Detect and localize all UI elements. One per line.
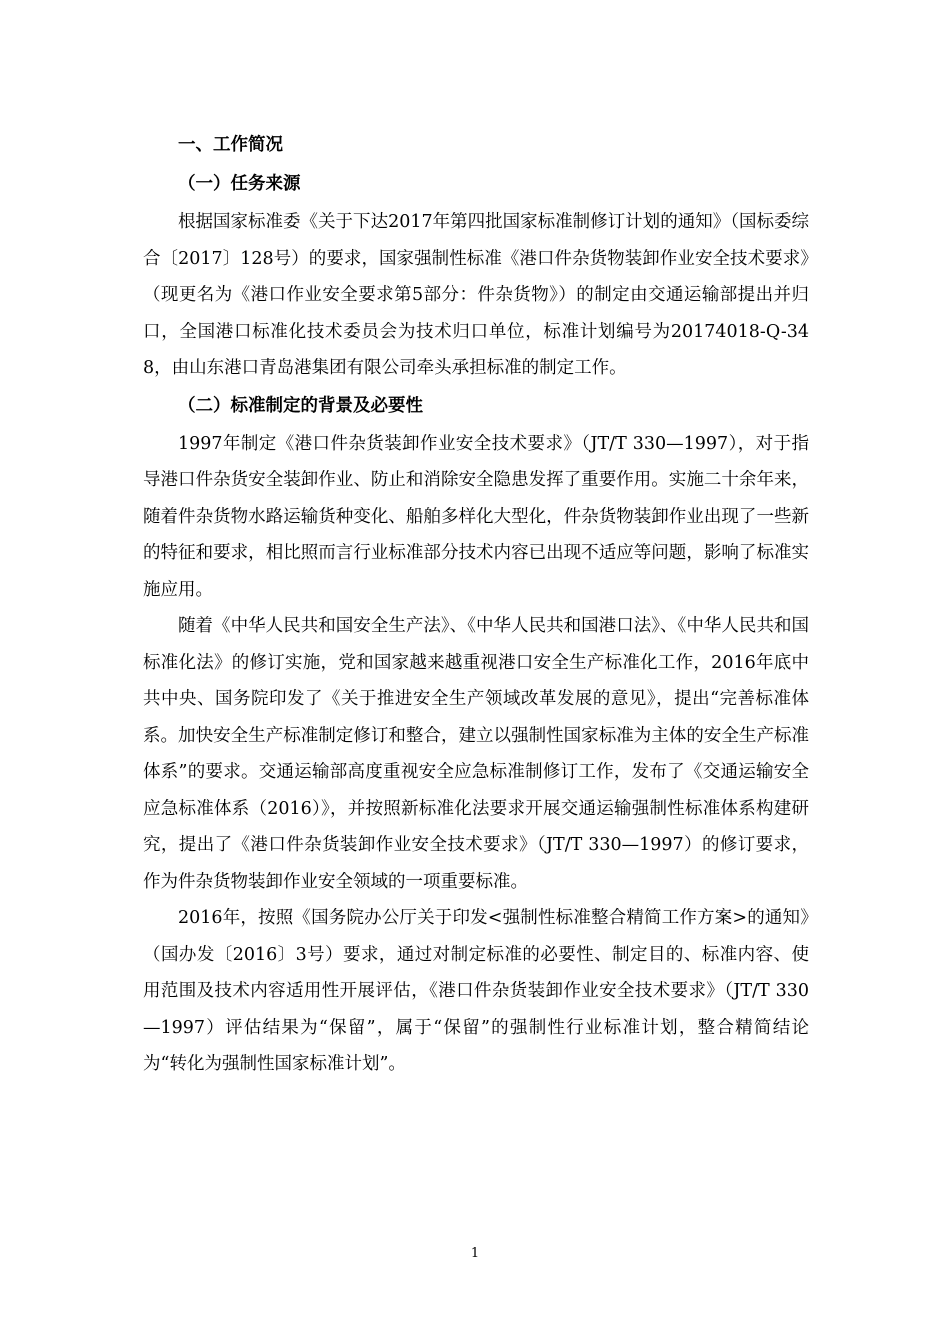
subsection-heading-background: （二）标准制定的背景及必要性: [178, 395, 423, 416]
paragraph-background-2: 随着《中华人民共和国安全生产法》、《中华人民共和国港口法》、《中华人民共和国标准化法》的修订实施，党和国家越来越重视港口安全生产标准化工作，2016年底中共中央、国务院印发了《关于推进安全生产领域改革发展的意见》，提出“完善标准体系。加快安全生产标准制定修订和整合，建立以强制性国家标准为主体的安全生产标准体系”的要求。交通运输部高度重视安全应急标准制修订工作，发布了《交通运输安全应急标准体系（2016）》，并按照新标准化法要求开展交通运输强制性标准体系构建研究，提出了《港口件杂货装卸作业安全技术要求》（JT/T 330—1997）的修订要求，作为件杂货物装卸作业安全领域的一项重要标准。: [143, 616, 809, 892]
section-heading-work-overview: 一、工作简况: [178, 135, 283, 155]
paragraph-background-1: 1997年制定《港口件杂货装卸作业安全技术要求》（JT/T 330—1997），对于指导港口件杂货安全装卸作业、防止和消除安全隐患发挥了重要作用。实施二十余年来，随着件杂货物水路运输货种变化、船舶多样化大型化，件杂货物装卸作业出现了一些新的特征和要求，相比照而言行业标准部分技术内容已出现不适应等问题，影响了标准实施应用。: [143, 433, 809, 600]
subsection-heading-task-source: （一）任务来源: [178, 174, 301, 194]
paragraph-task-source: 根据国家标准委《关于下达2017年第四批国家标准制修订计划的通知》（国标委综合〔2017〕128号）的要求，国家强制性标准《港口件杂货物装卸作业安全技术要求》（现更名为《港口作业安全要求第5部分：件杂货物》）的制定由交通运输部提出并归口，全国港口标准化技术委员会为技术归口单位，标准计划编号为20174018-Q-348，由山东港口青岛港集团有限公司牵头承担标准的制定工作。: [143, 212, 809, 378]
paragraph-background-3: 2016年，按照《国务院办公厅关于印发<强制性标准整合精简工作方案>的通知》（国办发〔2016〕3号）要求，通过对制定标准的必要性、制定目的、标准内容、使用范围及技术内容适用性开展评估，《港口件杂货装卸作业安全技术要求》（JT/T 330—1997）评估结果为“保留”，属于“保留”的强制性行业标准计划，整合精简结论为“转化为强制性国家标准计划”。: [143, 908, 809, 1074]
page-number: 1: [470, 1246, 480, 1261]
document-body: [143, 126, 809, 1083]
